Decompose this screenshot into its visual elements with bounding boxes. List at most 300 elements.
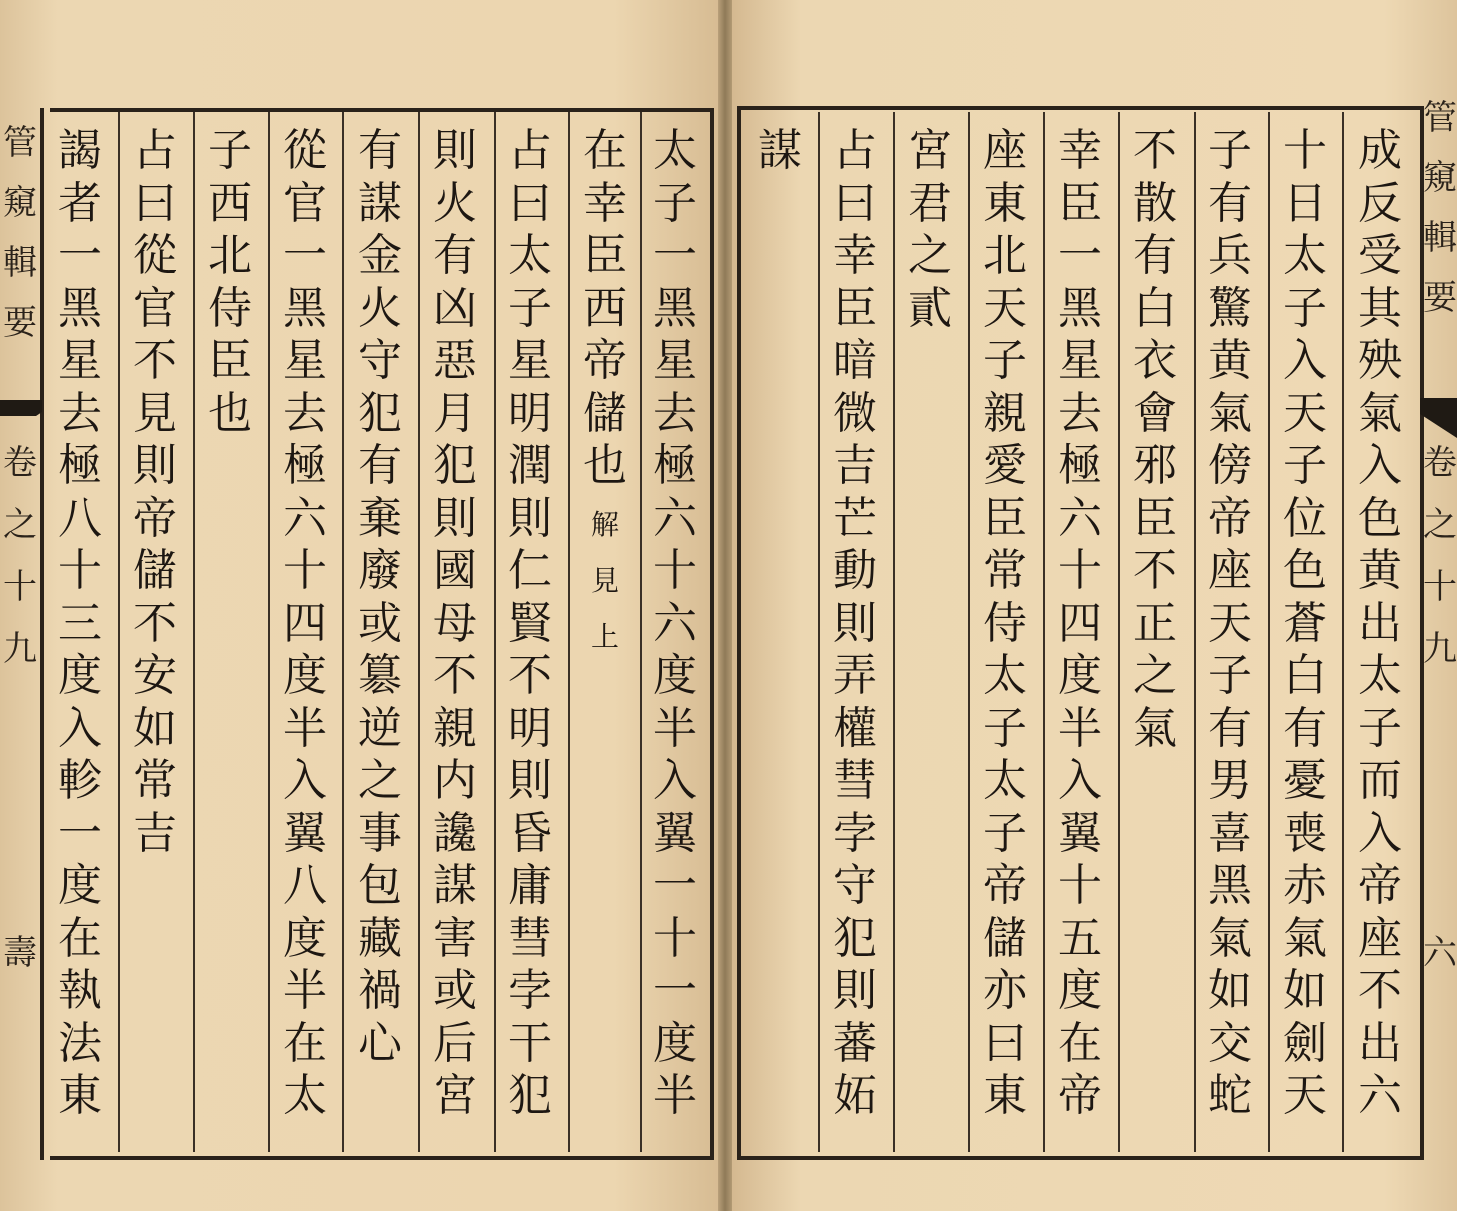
character: 入 [1058,755,1102,806]
character: 十 [1058,545,1102,596]
character: 度 [283,650,327,701]
character: 黄 [1358,545,1402,596]
character: 見 [133,387,177,439]
character: 子 [508,282,552,334]
character: 度 [1058,965,1102,1016]
character: 或 [433,965,477,1016]
character: 孛 [833,807,877,859]
character: 太 [983,755,1027,806]
character: 色 [1283,545,1327,596]
left-folio [0,930,40,976]
character: 子 [1283,440,1327,491]
character: 出 [1358,597,1402,649]
character: 四 [283,597,327,649]
character: 親 [983,387,1027,439]
character: 臣 [1058,177,1102,229]
character: 四 [1058,597,1102,649]
character: 氣 [1283,912,1327,964]
margin-character: 要 [1423,278,1457,318]
margin-character: 六 [1423,933,1457,973]
character: 入 [283,755,327,806]
character: 入 [1358,807,1402,859]
margin-character: 卷 [3,443,37,483]
character: 占 [833,125,877,176]
text-column [751,125,809,178]
character: 入 [1283,335,1327,386]
character: 太 [1283,230,1327,281]
character: 幸 [833,230,877,281]
character: 則 [133,440,177,491]
left-margin-rule [40,108,44,1160]
character: 氣 [1208,912,1252,964]
left-margin-volume [0,440,40,688]
character: 彗 [508,912,552,964]
character: 侍 [983,597,1027,649]
character: 極 [283,440,327,491]
margin-character: 九 [1423,629,1457,669]
character: 極 [1058,440,1102,491]
character: 十 [653,545,697,596]
character: 逆 [358,702,402,754]
column-rule [268,112,270,1152]
character: 潤 [508,440,552,491]
character: 常 [983,545,1027,596]
character: 八 [283,860,327,911]
character: 月 [433,387,477,439]
character: 則 [833,965,877,1016]
character: 東 [983,177,1027,229]
text-column [276,125,334,1123]
character: 其 [1358,282,1402,334]
character: 如 [133,702,177,754]
character: 曰 [983,1017,1027,1069]
character: 犯 [433,440,477,491]
character: 帝 [1358,860,1402,911]
character: 謀 [758,125,802,176]
character: 儲 [133,545,177,596]
character: 惡 [433,335,477,386]
character: 憂 [1283,755,1327,806]
character: 位 [1283,492,1327,544]
character: 半 [653,1070,697,1121]
margin-character: 管 [3,123,37,163]
column-rule [418,112,420,1152]
character: 一 [58,230,102,281]
character: 六 [653,492,697,544]
character: 十 [1058,860,1102,911]
character: 有 [358,440,402,491]
character: 不 [133,335,177,386]
character: 守 [833,860,877,911]
text-column [901,125,959,335]
character: 八 [58,492,102,544]
character: 内 [433,755,477,806]
character: 星 [58,335,102,386]
character: 安 [133,650,177,701]
character: 不 [1133,545,1177,596]
character: 貳 [908,282,952,334]
margin-character: 十 [3,567,37,607]
character: 藏 [358,912,402,964]
character: 火 [433,177,477,229]
note-character: 解 [590,507,619,541]
character: 曰 [133,177,177,229]
character: 會 [1133,387,1177,439]
character: 喪 [1283,807,1327,859]
text-column [51,125,109,1123]
character: 度 [653,1017,697,1069]
character: 之 [1133,650,1177,701]
character: 子 [1208,650,1252,701]
margin-character: 九 [3,629,37,669]
character: 散 [1133,177,1177,229]
character: 子 [208,125,252,176]
character: 從 [283,125,327,176]
character: 六 [1358,1070,1402,1121]
character: 芒 [833,492,877,544]
character: 黑 [1208,860,1252,911]
character: 者 [58,177,102,229]
character: 守 [358,335,402,386]
column-rule [968,112,970,1152]
text-column [576,125,634,493]
book-gutter [718,0,732,1211]
character: 白 [1133,282,1177,334]
character: 儲 [983,912,1027,964]
character: 三 [58,597,102,649]
character: 太 [983,650,1027,701]
character: 棄 [358,492,402,544]
character: 十 [1283,125,1327,176]
character: 北 [983,230,1027,281]
character: 則 [833,597,877,649]
column-rule [1194,112,1196,1152]
character: 六 [1058,492,1102,544]
character: 一 [653,965,697,1016]
character: 蕃 [833,1017,877,1069]
character: 有 [358,125,402,176]
character: 黑 [283,282,327,334]
character: 賢 [508,597,552,649]
margin-character: 之 [1423,505,1457,545]
character: 臣 [983,492,1027,544]
column-rule [1043,112,1045,1152]
character: 入 [58,702,102,754]
character: 執 [58,965,102,1016]
character: 一 [283,230,327,281]
margin-character: 卷 [1423,443,1457,483]
character: 去 [1058,387,1102,439]
character: 有 [1283,702,1327,754]
character: 白 [1283,650,1327,701]
character: 子 [1208,125,1252,176]
character: 度 [1058,650,1102,701]
column-rule [893,112,895,1152]
character: 謀 [358,177,402,229]
character: 則 [433,492,477,544]
column-rule [640,112,642,1152]
right-frame-edge [737,106,741,1160]
text-column [1276,125,1334,1123]
character: 極 [58,440,102,491]
left-frame-edge [710,108,714,1160]
character: 子 [983,807,1027,859]
character: 不 [433,650,477,701]
character: 臣 [833,282,877,334]
character: 在 [283,1017,327,1069]
character: 一 [653,860,697,911]
character: 事 [358,807,402,859]
column-rule [1118,112,1120,1152]
margin-character: 窺 [3,183,37,223]
character: 傍 [1208,440,1252,491]
character: 君 [908,177,952,229]
character: 六 [283,492,327,544]
character: 黄 [1208,335,1252,386]
character: 幸 [1058,125,1102,176]
character: 明 [508,387,552,439]
character: 權 [833,702,877,754]
character: 東 [983,1070,1027,1121]
character: 彗 [833,755,877,806]
character: 法 [58,1017,102,1069]
character: 有 [1208,702,1252,754]
character: 如 [1283,965,1327,1016]
character: 也 [208,387,252,439]
character: 西 [583,282,627,334]
character: 之 [358,755,402,806]
character: 后 [433,1017,477,1069]
character: 色 [1358,492,1402,544]
character: 度 [58,650,102,701]
character: 軫 [58,755,102,806]
character: 翼 [653,807,697,859]
character: 曰 [508,177,552,229]
character: 一 [1058,230,1102,281]
character: 入 [1358,440,1402,491]
character: 不 [1133,125,1177,176]
character: 謁 [58,125,102,176]
text-column [501,125,559,1123]
character: 金 [358,230,402,281]
character: 西 [208,177,252,229]
character: 去 [58,387,102,439]
character: 兵 [1208,230,1252,281]
character: 干 [508,1017,552,1069]
character: 不 [1358,965,1402,1016]
margin-character: 十 [1423,567,1457,607]
character: 亦 [983,965,1027,1016]
character: 翼 [283,807,327,859]
column-rule [118,112,120,1152]
character: 讒 [433,807,477,859]
character: 翼 [1058,807,1102,859]
character: 喜 [1208,807,1252,859]
character: 子 [1358,702,1402,754]
character: 從 [133,230,177,281]
character: 包 [358,860,402,911]
character: 度 [283,912,327,964]
character: 男 [1208,755,1252,806]
character: 太 [653,125,697,176]
character: 氣 [1133,702,1177,754]
character: 宮 [908,125,952,176]
character: 天 [1208,597,1252,649]
character: 北 [208,230,252,281]
character: 六 [653,597,697,649]
character: 謀 [433,860,477,911]
character: 星 [508,335,552,386]
character: 天 [1283,1070,1327,1121]
character: 天 [983,282,1027,334]
character: 天 [1283,387,1327,439]
character: 子 [983,335,1027,386]
character: 火 [358,282,402,334]
right-margin-volume [1420,440,1457,688]
character: 明 [508,702,552,754]
character: 出 [1358,1017,1402,1069]
text-column [426,125,484,1123]
character: 孛 [508,965,552,1016]
text-column [1051,125,1109,1123]
character: 東 [58,1070,102,1121]
character: 反 [1358,177,1402,229]
character: 太 [1358,650,1402,701]
margin-character: 壽 [3,933,37,973]
note-character: 上 [590,619,619,653]
character: 官 [283,177,327,229]
character: 子 [1283,282,1327,334]
character: 則 [508,492,552,544]
character: 占 [508,125,552,176]
character: 殃 [1358,335,1402,386]
margin-character: 要 [3,303,37,343]
character: 半 [283,702,327,754]
character: 帝 [133,492,177,544]
character: 劍 [1283,1017,1327,1069]
character: 曰 [833,177,877,229]
character: 日 [1283,177,1327,229]
character: 廢 [358,545,402,596]
character: 動 [833,545,877,596]
character: 帝 [983,860,1027,911]
character: 蒼 [1283,597,1327,649]
character: 黑 [1058,282,1102,334]
character: 在 [58,912,102,964]
character: 侍 [208,282,252,334]
character: 帝 [1208,492,1252,544]
character: 衣 [1133,335,1177,386]
character: 星 [653,335,697,386]
character: 占 [133,125,177,176]
character: 禍 [358,965,402,1016]
left-margin-title [0,120,40,360]
character: 子 [983,702,1027,754]
character: 之 [908,230,952,281]
character: 母 [433,597,477,649]
character: 半 [653,702,697,754]
character: 犯 [358,387,402,439]
character: 入 [653,755,697,806]
character: 暗 [833,335,877,386]
character: 五 [1058,912,1102,964]
character: 犯 [833,912,877,964]
character: 不 [508,650,552,701]
character: 成 [1358,125,1402,176]
character: 簒 [358,650,402,701]
character: 臣 [1133,492,1177,544]
column-rule [818,112,820,1152]
character: 子 [653,177,697,229]
character: 幸 [583,177,627,229]
character: 凶 [433,282,477,334]
margin-character: 輯 [3,243,37,283]
right-margin-title [1420,95,1457,335]
character: 十 [283,545,327,596]
character: 心 [358,1017,402,1069]
character: 度 [58,860,102,911]
character: 則 [508,755,552,806]
character: 有 [433,230,477,281]
character: 不 [133,597,177,649]
character: 國 [433,545,477,596]
character: 邪 [1133,440,1177,491]
text-column [1351,125,1409,1123]
character: 赤 [1283,860,1327,911]
character: 交 [1208,1017,1252,1069]
character: 蛇 [1208,1070,1252,1121]
character: 太 [508,230,552,281]
character: 帝 [583,335,627,386]
text-column [201,125,259,440]
text-column [1201,125,1259,1123]
character: 而 [1358,755,1402,806]
character: 太 [283,1070,327,1121]
character: 度 [653,650,697,701]
character: 半 [1058,702,1102,754]
character: 宮 [433,1070,477,1121]
character: 星 [283,335,327,386]
column-rule [1342,112,1344,1152]
character: 昏 [508,807,552,859]
character: 犯 [508,1070,552,1121]
character: 或 [358,597,402,649]
character: 吉 [833,440,877,491]
annotation-note [588,497,622,665]
character: 座 [983,125,1027,176]
character: 座 [1358,912,1402,964]
character: 有 [1133,230,1177,281]
character: 親 [433,702,477,754]
character: 官 [133,282,177,334]
column-rule [568,112,570,1152]
character: 半 [283,965,327,1016]
character: 臣 [583,230,627,281]
text-column [351,125,409,1070]
character: 氣 [1358,387,1402,439]
character: 星 [1058,335,1102,386]
text-column [1126,125,1184,755]
character: 極 [653,440,697,491]
character: 在 [583,125,627,176]
text-column [646,125,704,1123]
character: 去 [283,387,327,439]
character: 黑 [653,282,697,334]
character: 臣 [208,335,252,386]
column-rule [494,112,496,1152]
text-column [126,125,184,860]
character: 座 [1208,545,1252,596]
